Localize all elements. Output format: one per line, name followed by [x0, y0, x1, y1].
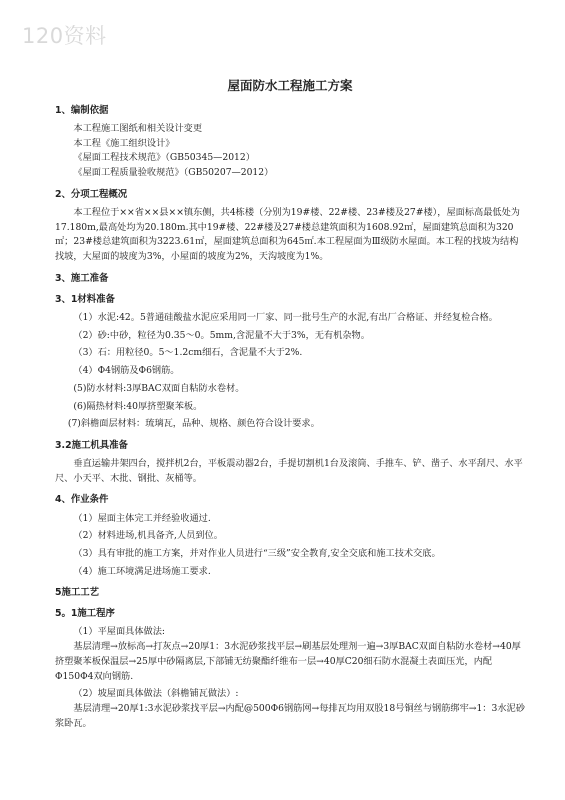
conditions-item: （4）施工环境满足进场施工要求. [73, 565, 211, 577]
section-heading-materials: 3、1材料准备 [55, 293, 115, 305]
document-title: 屋面防水工程施工方案 [227, 78, 353, 93]
basis-line: 《屋面工程质量验收规范》（GB50207—2012） [73, 167, 274, 179]
materials-item: (6)隔热材料:40厚挤塑聚苯板。 [73, 400, 203, 412]
conditions-item: （3）具有审批的施工方案，并对作业人员进行“三级”安全教育,安全交底和施工技术交底。 [73, 547, 441, 559]
basis-line: 《屋面工程技术规范》（GB50345—2012） [73, 152, 255, 164]
conditions-list [55, 512, 525, 580]
document-page [55, 76, 525, 732]
slope-roof-procedure: 基层清理→20厚1:3水泥砂浆找平层→内配@500Φ6钢筋网→每排瓦均用双股18号铜丝与钢筋绑牢→1：3水泥砂浆卧瓦。 [55, 703, 525, 729]
section-heading-basis: 1、编制依据 [55, 105, 109, 116]
basis-line: 本工程《施工组织设计》 [73, 137, 175, 149]
materials-item: （3）石：用粒径0。5～1.2cm细石，含泥量不大于2%. [73, 347, 303, 359]
section-heading-preparation: 3、施工准备 [55, 272, 109, 284]
overview-paragraph: 本工程位于××省××县××镇东侧，共4栋楼（分别为19#楼、22#楼、23#楼及27#楼），屋面标高最低处为17.180m,最高处均为20.180m.其中19#楼、22#楼及27#楼总建筑面积为1608.92㎡，屋面建筑总面积为320㎡；23#楼总建筑面积为3223.61㎡，屋面建筑总面积为645㎡.本工程屋面为Ⅲ级防水屋面。本工程的找坡为结构找坡，大屋面的坡度为3%，小屋面的坡度为2%，天沟坡度为1%。 [55, 206, 520, 263]
materials-item: (7)斜檐面层材料：琉璃瓦，品种、规格、颜色符合设计要求。 [67, 418, 320, 430]
materials-item: （2）砂:中砂，粒径为0.35～0。5mm,含泥量不大于3%，无有机杂物。 [73, 329, 370, 341]
materials-item: （1）水泥:42。5普通硅酸盐水泥应采用同一厂家、同一批号生产的水泥,有出厂合格证、并经复检合格。 [73, 311, 498, 323]
slope-roof-label: （2）坡屋面具体做法（斜檐铺瓦做法）: [73, 688, 239, 700]
section-heading-conditions: 4、作业条件 [55, 494, 109, 506]
basis-line: 本工程施工图纸和相关设计变更 [73, 123, 203, 135]
watermark: 120资料 [22, 24, 107, 48]
basis-list [55, 122, 525, 181]
materials-list [55, 311, 525, 432]
machinery-paragraph: 垂直运输井架四台，搅拌机2台，平板震动器2台，手提切割机1台及滚筒、手推车、铲、凿子、水平刮尺、水平尺、小天平、木批、钢批、灰桶等。 [55, 458, 523, 484]
section-heading-overview: 2、分项工程概况 [55, 188, 128, 200]
materials-item: （4）Φ4钢筋及Φ6钢筋。 [73, 365, 180, 377]
section-heading-process: 5施工工艺 [55, 587, 100, 599]
section-heading-procedure: 5。1施工程序 [55, 608, 115, 620]
conditions-item: （2）材料进场,机具备齐,人员到位。 [73, 530, 223, 542]
flat-roof-label: （1）平屋面具体做法: [73, 626, 166, 638]
flat-roof-procedure: 基层清理→放标高→打灰点→20厚1：3水泥砂浆找平层→刷基层处理剂一遍→3厚BAC双面自粘防水卷材→40厚挤塑聚苯板保温层→25厚中砂隔离层,下部铺无纺聚酯纤维布一层→40厚C20细石防水混凝土表面压光，内配Φ150Φ4双向钢筋. [55, 641, 521, 682]
section-heading-machinery: 3.2施工机具准备 [55, 439, 128, 451]
materials-item: (5)防水材料:3厚BAC双面自粘防水卷材。 [73, 382, 245, 394]
conditions-item: （1）屋面主体完工并经验收通过. [73, 512, 211, 524]
